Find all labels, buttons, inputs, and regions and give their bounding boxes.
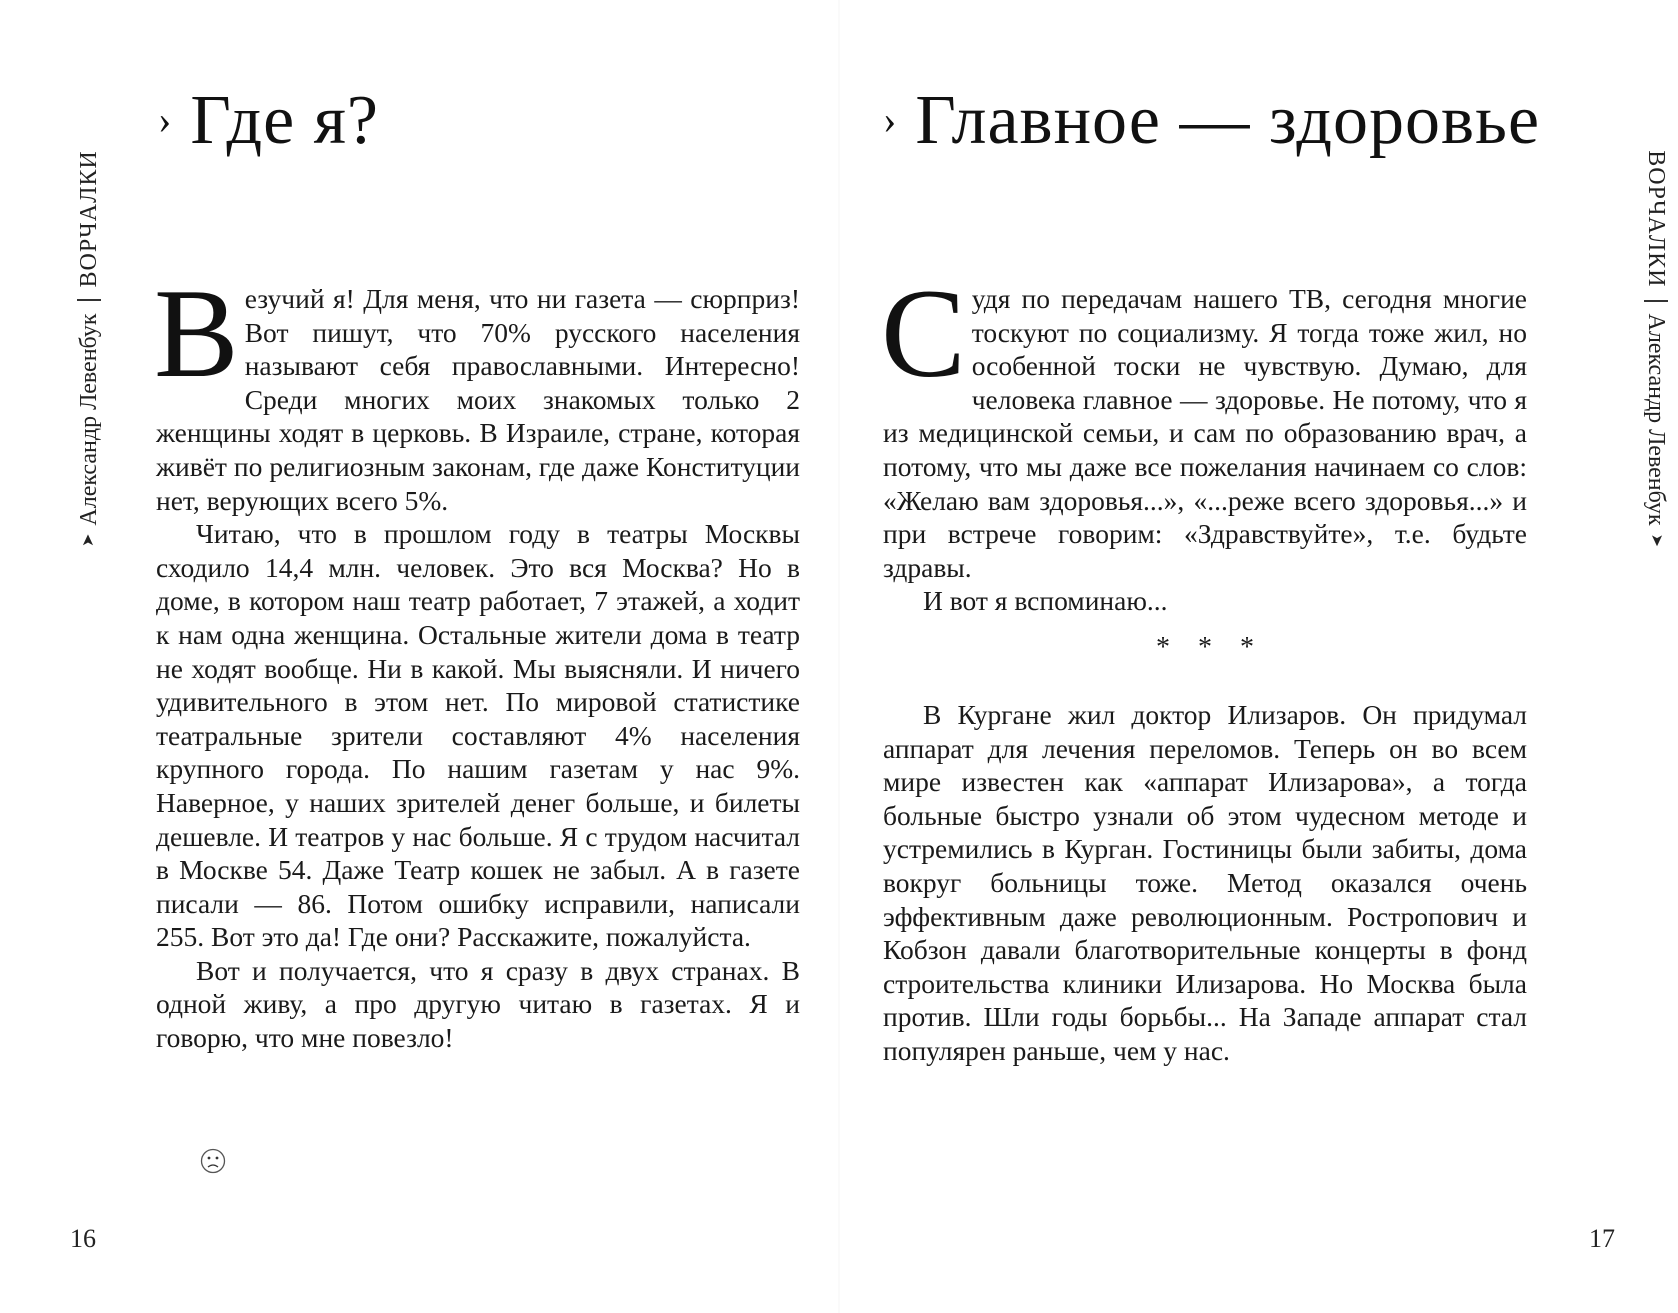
paragraph: И вот я вспоминаю... <box>923 585 1168 617</box>
drop-cap: В <box>154 264 239 404</box>
running-head-series: ВОРЧАЛКИ <box>76 150 102 288</box>
running-head-right <box>1639 85 1673 555</box>
paragraph-text: удя по передачам нашего ТВ, сегодня многие тоскуют по социализму. Я тогда тоже жил, но особенной тоски не чувствую. Думаю, для человека главное — здоровье. Не потому, что я из медицинской семьи, и сам по образованию врач, а потому, что мы даже все пожелания начинаем со слов: «Желаю вам здоровья...», «...реже всего здоровья...» и при встрече говорим: «Здравствуйте», т.е. будьте здравы. <box>883 283 1527 583</box>
arrow-icon: ➤ <box>1648 533 1665 547</box>
paragraph-text: езучий я! Для меня, что ни газета — сюрприз! Вот пишут, что 70% русского населения называют себя православными. Интересно! Среди многих моих знакомых только 2 женщины ходят в церковь. В Израиле, стране, которая живёт по религиозным законам, где даже Конституции нет, верующих всего 5%. <box>156 283 800 516</box>
running-head-author: Александр Левенбук <box>1643 313 1669 526</box>
paragraph <box>881 264 1527 584</box>
article-body <box>881 264 1527 1067</box>
running-head-series: ВОРЧАЛКИ <box>1643 150 1669 288</box>
sad-face-icon <box>200 1148 226 1174</box>
paragraph: Вот и получается, что я сразу в двух странах. В одной живу, а про другую читаю в газетах. Я и говорю, что мне повезло! <box>156 954 800 1054</box>
page-number: 17 <box>1589 1224 1615 1253</box>
page-number: 16 <box>70 1224 96 1253</box>
article-body <box>154 264 800 1055</box>
running-head-author: Александр Левенбук <box>76 313 102 526</box>
title-marker-icon: › <box>883 97 898 142</box>
article-title <box>883 78 1540 163</box>
arrow-icon: ➤ <box>80 533 97 547</box>
running-head-divider <box>1644 300 1668 302</box>
paragraph: В Кургане жил доктор Илизаров. Он придумал аппарат для лечения переломов. Теперь он во всем мире известен как «аппарат Илизарова», а тогда больные быстро узнали об этом чудесном методе и устремились в Курган. Гостиницы были забиты, дома вокруг больницы тоже. Метод оказался очень эффективным даже революционным. Ростропович и Кобзон давали благотворительные концерты в фонд строительства клиники Илизарова. Но Москва была против. Шли годы борьбы... На Западе аппарат стал популярен раньше, чем у нас. <box>883 698 1527 1066</box>
right-page <box>839 0 1678 1313</box>
running-head-left <box>72 85 106 555</box>
article-title <box>158 78 379 163</box>
separator-star: * <box>1156 631 1170 663</box>
running-head-divider <box>77 300 101 302</box>
drop-cap: С <box>881 264 966 404</box>
paragraph <box>154 264 800 517</box>
title-marker-icon: › <box>158 97 173 142</box>
section-separator <box>883 630 1527 666</box>
paragraph: Читаю, что в прошлом году в театры Москвы сходило 14,4 млн. человек. Это вся Москва? Но в доме, в котором наш театр работает, 7 этажей, а ходит к нам одна женщина. Остальные жители дома в театр не ходят вообще. Ни в какой. Мы выясняли. И ничего удивительного в этом нет. По мировой статистике театральные зрители составляют 4% населения крупного города. По нашим газетам у нас 9%. Наверное, у наших зрителей денег больше, и билеты дешевле. И театров у нас больше. Я с трудом насчитал в Москве 54. Даже Театр кошек не забыл. А в газете писали — 86. Потом ошибку исправили, написали 255. Вот это да! Где они? Расскажите, пожалуйста. <box>156 518 800 953</box>
separator-star: * <box>1240 631 1254 663</box>
article-title-text: Главное — здоровье <box>915 82 1541 159</box>
separator-star: * <box>1198 631 1212 663</box>
article-title-text: Где я? <box>190 82 379 159</box>
